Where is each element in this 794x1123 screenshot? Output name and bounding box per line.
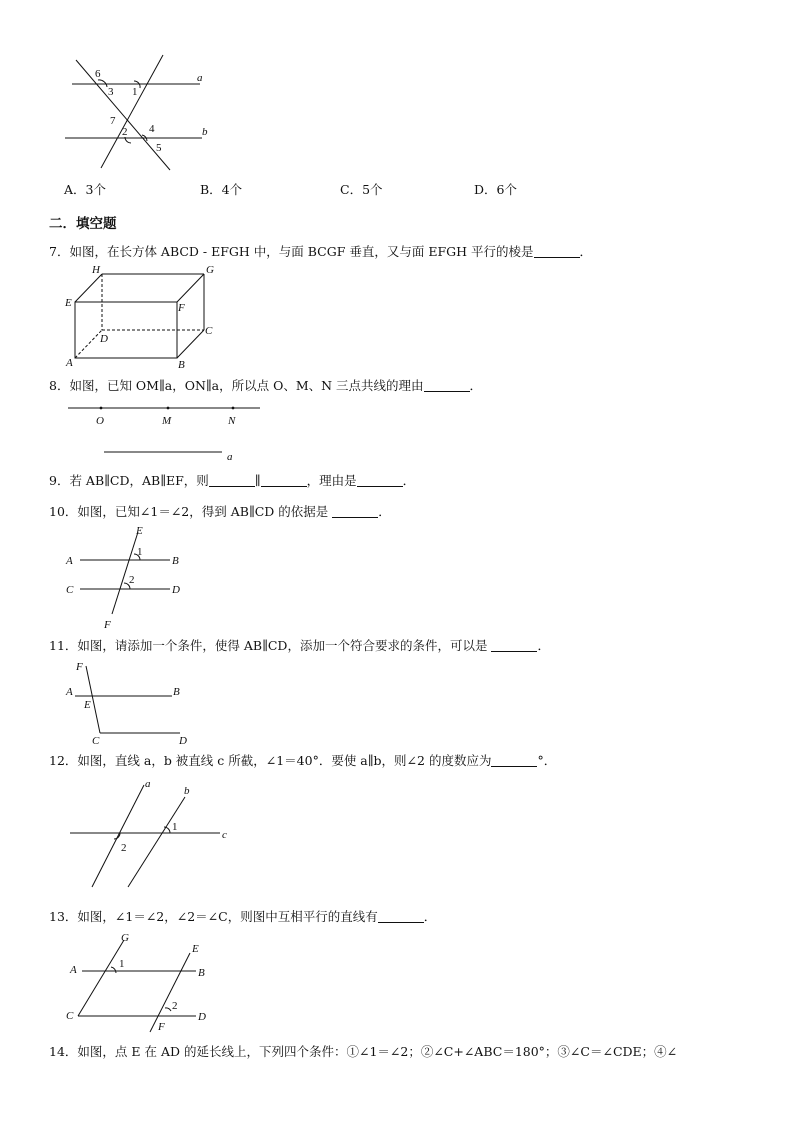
- fig7-label-C: C: [205, 325, 213, 337]
- figure-q7: [60, 262, 220, 374]
- option-c[interactable]: C．5个: [340, 182, 383, 197]
- figure-q13: [60, 928, 220, 1036]
- q8-text: 8．如图，已知 OM∥a，ON∥a，所以点 O、M、N 三点共线的理由: [49, 378, 424, 393]
- fig6-label-b: b: [202, 126, 208, 138]
- option-b[interactable]: B．4个: [200, 182, 243, 197]
- fig6-label-7: 7: [110, 115, 116, 127]
- question-8: [49, 378, 482, 394]
- fig11-label-D: D: [179, 735, 187, 747]
- q12-blank[interactable]: [491, 754, 537, 767]
- fig10-label-A: A: [66, 555, 73, 567]
- q12-degree: °．: [537, 753, 557, 768]
- fig6-label-2: 2: [122, 126, 128, 138]
- fig7-label-E: E: [65, 297, 72, 309]
- fig12-label-b: b: [184, 785, 190, 797]
- question-11: [49, 638, 550, 654]
- figure-q11: [60, 658, 200, 748]
- fig12-label-a: a: [145, 778, 151, 790]
- q7-period: ．: [579, 244, 593, 259]
- fig8-label-a: a: [227, 451, 233, 463]
- figure-q10: [60, 522, 200, 632]
- q8-period: ．: [469, 378, 483, 393]
- q9-blank-3[interactable]: [357, 474, 403, 487]
- q11-blank[interactable]: [491, 639, 537, 652]
- fig6-label-5: 5: [156, 142, 162, 154]
- fig11-label-C: C: [92, 735, 100, 747]
- q13-period: ．: [423, 909, 437, 924]
- figure-q12: [60, 775, 240, 890]
- fig7-label-H: H: [92, 264, 100, 276]
- fig13-label-E: E: [192, 943, 199, 955]
- fig13-label-A: A: [70, 964, 77, 976]
- fig8-label-M: M: [162, 415, 172, 427]
- fig11-label-B: B: [173, 686, 180, 698]
- question-13: [49, 909, 436, 925]
- question-10: [49, 504, 391, 520]
- options-q6: [64, 180, 584, 198]
- fig10-label-C: C: [66, 584, 74, 596]
- fig12-label-2: 2: [121, 842, 127, 854]
- fig10-label-F: F: [104, 619, 111, 631]
- fig10-label-D: D: [172, 584, 180, 596]
- fig7-label-A: A: [66, 357, 73, 369]
- fig13-label-1: 1: [119, 958, 125, 970]
- q11-text: 11．如图，请添加一个条件，使得 AB∥CD，添加一个符合要求的条件，可以是: [49, 638, 488, 653]
- q9-text-a: 9．若 AB∥CD，AB∥EF，则: [49, 473, 209, 488]
- fig10-label-E: E: [136, 525, 143, 537]
- q9-blank-1[interactable]: [209, 474, 255, 487]
- question-7: [49, 244, 592, 260]
- q10-period: ．: [378, 504, 391, 519]
- q14-text: 14．如图，点 E 在 AD 的延长线上，下列四个条件：①∠1＝∠2；②∠C+∠ABC＝180°；③∠C＝∠CDE；④∠: [49, 1044, 678, 1059]
- fig7-label-D: D: [100, 333, 108, 345]
- q13-text: 13．如图，∠1＝∠2，∠2＝∠C，则图中互相平行的直线有: [49, 909, 378, 924]
- fig10-label-1: 1: [137, 546, 143, 558]
- question-12: [49, 753, 556, 769]
- fig12-label-c: c: [222, 829, 227, 841]
- fig13-label-G: G: [121, 932, 129, 944]
- fig13-label-2: 2: [172, 1000, 178, 1012]
- fig6-label-6: 6: [95, 68, 101, 80]
- q8-blank[interactable]: [424, 379, 470, 392]
- option-d[interactable]: D．6个: [474, 182, 517, 197]
- fig11-label-A: A: [66, 686, 73, 698]
- q9-parallel: ∥: [254, 473, 261, 488]
- fig8-label-N: N: [228, 415, 236, 427]
- fig6-label-a: a: [197, 72, 203, 84]
- fig7-label-F: F: [178, 302, 185, 314]
- fig6-label-1: 1: [132, 86, 138, 98]
- fig10-label-B: B: [172, 555, 179, 567]
- fig7-label-G: G: [206, 264, 214, 276]
- fig13-label-C: C: [66, 1010, 74, 1022]
- q12-text: 12．如图，直线 a，b 被直线 c 所截，∠1＝40°．要使 a∥b，则∠2 的度数应为: [49, 753, 492, 768]
- fig13-label-D: D: [198, 1011, 206, 1023]
- q10-blank[interactable]: [332, 505, 378, 518]
- fig10-label-2: 2: [129, 574, 135, 586]
- fig11-label-F: F: [76, 661, 83, 673]
- q7-text: 7．如图，在长方体 ABCD - EFGH 中，与面 BCGF 垂直，又与面 EFGH 平行的棱是: [49, 244, 534, 259]
- figure-q6: [60, 55, 220, 175]
- q10-text: 10．如图，已知∠1＝∠2，得到 AB∥CD 的依据是: [49, 504, 329, 519]
- fig12-label-1: 1: [172, 821, 178, 833]
- q9-text-c: ，理由是: [306, 473, 357, 488]
- question-9: [49, 473, 415, 489]
- fig7-label-B: B: [178, 359, 185, 371]
- q9-blank-2[interactable]: [261, 474, 307, 487]
- question-14: [49, 1044, 677, 1060]
- figure-q8: [60, 398, 280, 466]
- option-a[interactable]: A．3个: [64, 182, 106, 197]
- q7-blank[interactable]: [534, 245, 580, 258]
- fig6-label-3: 3: [108, 86, 114, 98]
- section-heading: 二．填空题: [49, 216, 117, 232]
- fig13-label-B: B: [198, 967, 205, 979]
- q9-period: ．: [402, 473, 416, 488]
- fig6-label-4: 4: [149, 123, 155, 135]
- fig8-label-O: O: [96, 415, 104, 427]
- q13-blank[interactable]: [378, 910, 424, 923]
- fig13-label-F: F: [158, 1021, 165, 1033]
- q11-period: ．: [537, 638, 550, 653]
- fig11-label-E: E: [84, 699, 91, 711]
